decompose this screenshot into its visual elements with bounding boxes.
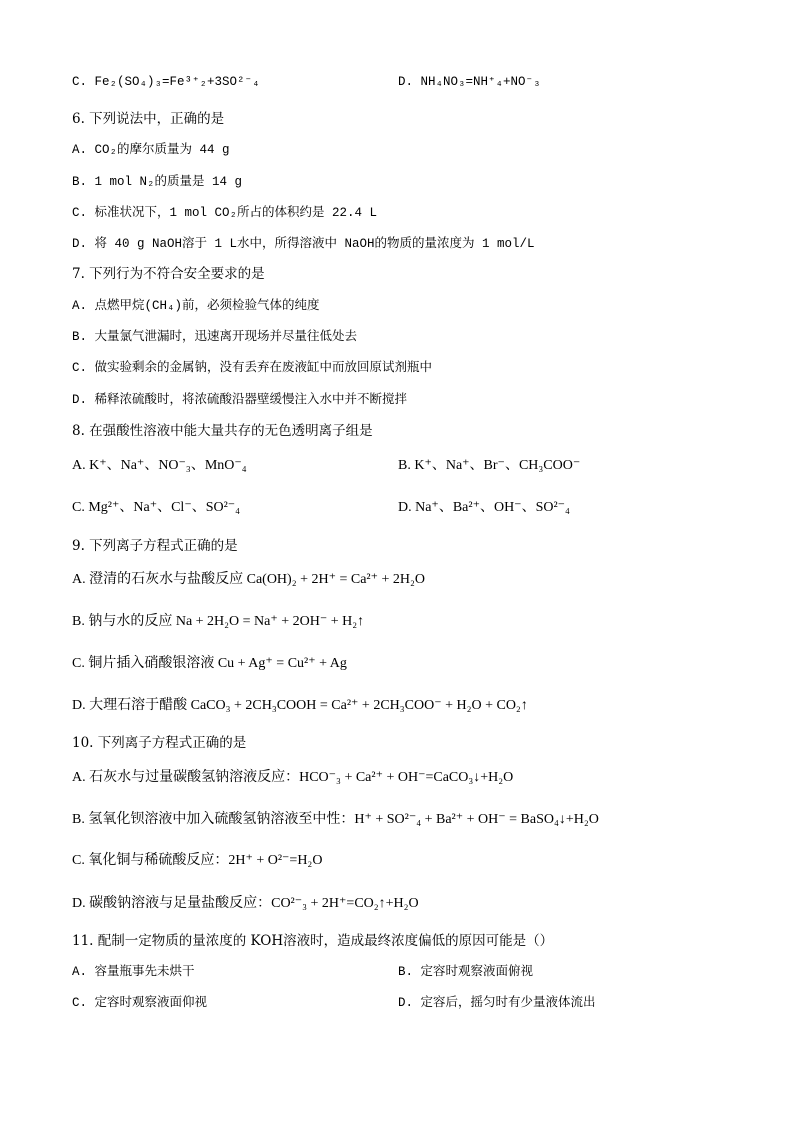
question-6-option-b: B. 1 mol N₂的质量是 14 g [72, 175, 243, 189]
question-9-option-a: A. 澄清的石灰水与盐酸反应 Ca(OH)₂ + 2H⁺ = Ca²⁺ + 2H₂O [72, 572, 426, 587]
question-11-option-c: C. 定容时观察液面仰视 [72, 996, 208, 1010]
question-7-option-b: B. 大量氯气泄漏时，迅速离开现场并尽量往低处去 [72, 330, 358, 344]
line-q5c: C. Fe₂(SO₄)₃=Fe³⁺₂+3SO²⁻₄ [72, 75, 260, 89]
question-10-option-d: D. 碳酸钠溶液与足量盐酸反应：CO²⁻₃ + 2H⁺=CO₂↑+H₂O [72, 896, 419, 911]
question-11-stem: 11. 配制一定物质的量浓度的 KOH溶液时，造成最终浓度偏低的原因可能是（） [72, 933, 554, 949]
question-8-option-b: B. K⁺、Na⁺、Br⁻、CH₃COO⁻ [398, 458, 581, 473]
question-11-option-d: D. 定容后，摇匀时有少量液体流出 [398, 996, 596, 1010]
question-9-option-d: D. 大理石溶于醋酸 CaCO₃ + 2CH₃COOH = Ca²⁺ + 2CH₃COO⁻ + H₂O + CO₂↑ [72, 698, 528, 713]
question-6-option-a: A. CO₂的摩尔质量为 44 g [72, 143, 230, 157]
question-6-option-d: D. 将 40 g NaOH溶于 1 L水中，所得溶液中 NaOH的物质的量浓度为 1 mol/L [72, 237, 535, 251]
question-7-option-a: A. 点燃甲烷(CH₄)前，必须检验气体的纯度 [72, 299, 320, 313]
question-11-option-b: B. 定容时观察液面俯视 [398, 965, 534, 979]
question-9-option-c: C. 铜片插入硝酸银溶液 Cu + Ag⁺ = Cu²⁺ + Ag [72, 656, 347, 671]
question-11-option-a: A. 容量瓶事先未烘干 [72, 965, 195, 979]
question-8-option-a: A. K⁺、Na⁺、NO⁻₃、MnO⁻₄ [72, 458, 247, 473]
question-7-option-d: D. 稀释浓硫酸时，将浓硫酸沿器壁缓慢注入水中并不断搅拌 [72, 393, 408, 407]
question-10-option-b: B. 氢氧化钡溶液中加入硫酸氢钠溶液至中性：H⁺ + SO²⁻₄ + Ba²⁺ + OH⁻ = BaSO₄↓+H₂O [72, 812, 599, 827]
question-7-stem: 7. 下列行为不符合安全要求的是 [72, 266, 265, 282]
line-q5d: D. NH₄NO₃=NH⁺₄+NO⁻₃ [398, 75, 541, 89]
question-6-stem: 6. 下列说法中，正确的是 [72, 111, 225, 127]
question-7-option-c: C. 做实验剩余的金属钠，没有丢弃在废液缸中而放回原试剂瓶中 [72, 361, 433, 375]
question-10-option-a: A. 石灰水与过量碳酸氢钠溶液反应：HCO⁻₃ + Ca²⁺ + OH⁻=CaCO₃↓+H₂O [72, 770, 514, 785]
question-6-option-c: C. 标准状况下，1 mol CO₂所占的体积约是 22.4 L [72, 206, 378, 220]
question-10-stem: 10. 下列离子方程式正确的是 [72, 735, 247, 751]
question-9-option-b: B. 钠与水的反应 Na + 2H₂O = Na⁺ + 2OH⁻ + H₂↑ [72, 614, 365, 629]
question-8-stem: 8. 在强酸性溶液中能大量共存的无色透明离子组是 [72, 423, 373, 439]
question-8-option-c: C. Mg²⁺、Na⁺、Cl⁻、SO²⁻₄ [72, 500, 241, 515]
question-8-option-d: D. Na⁺、Ba²⁺、OH⁻、SO²⁻₄ [398, 500, 570, 515]
question-9-stem: 9. 下列离子方程式正确的是 [72, 538, 238, 554]
question-10-option-c: C. 氧化铜与稀硫酸反应：2H⁺ + O²⁻=H₂O [72, 853, 323, 868]
